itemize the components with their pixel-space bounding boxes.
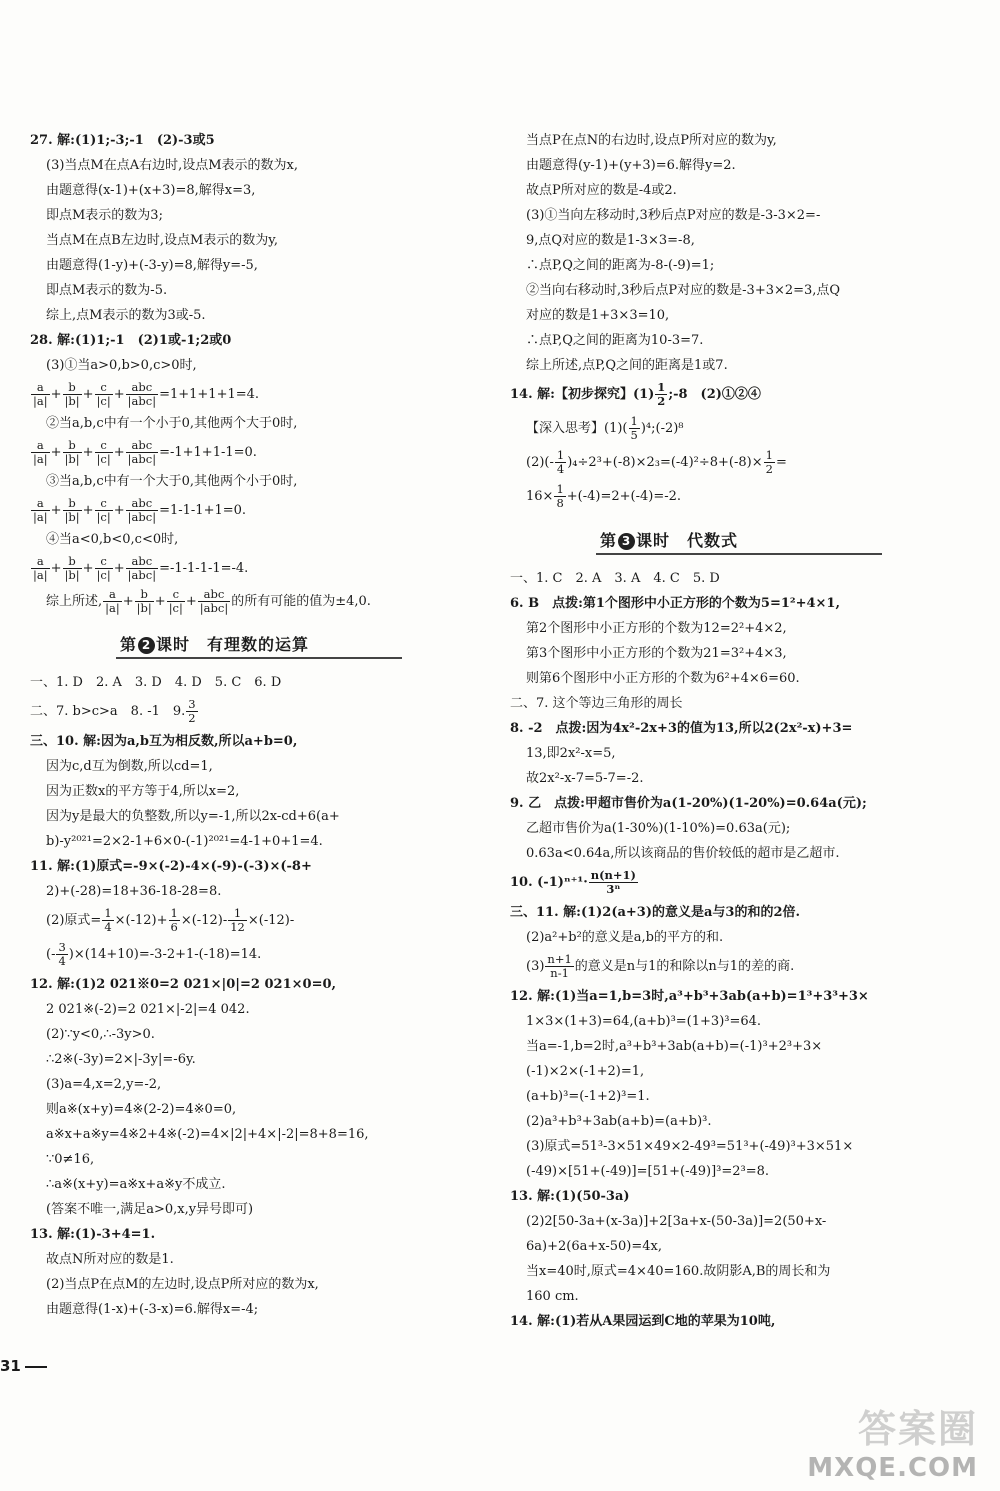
text-run: ×(-12)- (247, 913, 295, 928)
fraction-numerator: n+1 (547, 952, 572, 966)
text-line: 乙超市售价为a(1-30%)(1-10%)=0.63a(元); (526, 821, 791, 836)
text-line: 12. 解:(1)当a=1,b=3时,a³+b³+3ab(a+b)=1³+3³+3× (510, 989, 869, 1004)
text-line: 14. 解:(1)若从A果园运到C地的苹果为10吨, (510, 1314, 776, 1329)
fraction (63, 497, 82, 524)
text-line: (2)当点P在点M的左边时,设点P所对应的数为x, (46, 1277, 319, 1292)
heading-number-badge: 2 (138, 637, 155, 654)
fraction-denominator: 12 (230, 920, 245, 934)
text-line: b)-y²⁰²¹=2×2-1+6×0-(-1)²⁰²¹=4-1+0+1=4. (46, 834, 323, 849)
fraction-numerator: c (95, 555, 113, 569)
fraction-numerator: abc (198, 588, 230, 602)
text-run: (2)(- (526, 455, 554, 470)
plus-sign: + (50, 561, 62, 576)
plus-sign: + (122, 594, 134, 609)
watermark-logo: 答案圈 (857, 1407, 978, 1451)
text-line: 28. 解:(1)1;-1 (2)1或-1;2或0 (30, 333, 232, 348)
heading-suffix: 课时 代数式 (636, 531, 739, 550)
text-line: ④当a<0,b<0,c<0时, (46, 532, 179, 547)
fraction (56, 941, 67, 968)
text-line: 由题意得(x-1)+(x+3)=8,解得x=3, (46, 183, 256, 198)
right-column (510, 128, 962, 1334)
fraction-denominator: |a| (33, 510, 48, 524)
text-run: =-1-1-1-1=-4. (159, 561, 249, 576)
fraction (95, 555, 113, 582)
fraction (655, 381, 667, 408)
section-heading (510, 522, 962, 560)
text-line: 因为c,d互为倒数,所以cd=1, (46, 759, 213, 774)
heading-prefix: 第 (120, 635, 138, 654)
fraction-numerator: b (63, 439, 82, 453)
fraction (545, 953, 573, 980)
fraction-numerator: 1 (630, 414, 638, 428)
fraction-denominator: n-1 (550, 966, 569, 980)
fraction-numerator: b (135, 588, 154, 602)
fraction-denominator: |abc| (127, 510, 157, 524)
text-line: 由题意得(y-1)+(y+3)=6.解得y=2. (526, 158, 736, 173)
fraction-numerator: abc (126, 439, 158, 453)
text-line: 由题意得(1-x)+(-3-x)=6.解得x=-4; (46, 1302, 259, 1317)
formula-line (30, 436, 482, 469)
fraction (555, 449, 566, 476)
page-number-rule (25, 1366, 47, 1368)
text-line: 因为y是最大的负整数,所以y=-1,所以2x-cd+6(a+ (46, 809, 340, 824)
plus-sign: + (50, 387, 62, 402)
text-line: 160 cm. (526, 1289, 579, 1304)
text-run: 二、7. b>c>a 8. -1 9. (30, 704, 186, 719)
text-line: a※x+a※y=4※2+4※(-2)=4×|2|+4×|-2|=8+8=16, (46, 1127, 369, 1142)
fraction-numerator: abc (126, 381, 158, 395)
text-line: 因为正数x的平方等于4,所以x=2, (46, 784, 240, 799)
text-line: 当x=40时,原式=4×40=160.故阴影A,B的周长和为 (526, 1264, 831, 1279)
fraction (186, 698, 197, 725)
fraction-denominator: |c| (96, 510, 111, 524)
plus-sign: + (50, 503, 62, 518)
fraction-numerator: b (63, 497, 82, 511)
plus-sign: + (50, 445, 62, 460)
fraction-denominator: |c| (96, 394, 111, 408)
text-run: 综上所述, (46, 594, 103, 609)
text-line: 第3个图形中小正方形的个数为21=3²+4×3, (526, 646, 787, 661)
text-run: 14. 解:【初步探究】(1) (510, 387, 655, 402)
fraction (63, 555, 82, 582)
fraction-numerator: n(n+1) (590, 868, 636, 882)
fraction-denominator: |c| (168, 601, 183, 615)
fraction-numerator: abc (126, 497, 158, 511)
fraction (228, 907, 247, 934)
fraction (95, 439, 113, 466)
watermark (807, 1398, 978, 1483)
formula-line (30, 938, 482, 972)
text-line: ∴点P,Q之间的距离为-8-(-9)=1; (526, 258, 715, 273)
fraction-denominator: 2 (765, 462, 773, 476)
fraction (135, 588, 154, 615)
fraction-numerator: 3 (58, 940, 66, 954)
fraction-numerator: 1 (170, 906, 178, 920)
fraction-denominator: |c| (96, 568, 111, 582)
text-line: 三、10. 解:因为a,b互为相反数,所以a+b=0, (30, 734, 298, 749)
text-line: 11. 解:(1)原式=-9×(-2)-4×(-9)-(-3)×(-8+ (30, 859, 312, 874)
text-line: 2)+(-28)=18+36-18-28=8. (46, 884, 222, 899)
text-run: 10. (-1)ⁿ⁺¹· (510, 875, 588, 890)
text-line: ②当a,b,c中有一个小于0,其他两个大于0时, (46, 416, 298, 431)
text-line: 13. 解:(1)(50-3a) (510, 1189, 630, 1204)
fraction-numerator: b (63, 381, 82, 395)
text-line: (2)a³+b³+3ab(a+b)=(a+b)³. (526, 1114, 712, 1129)
fraction-numerator: c (95, 381, 113, 395)
text-line: 综上,点M表示的数为3或-5. (46, 308, 206, 323)
formula-line (30, 494, 482, 527)
text-run: (- (46, 947, 56, 962)
text-line: ∵0≠16, (46, 1152, 95, 1167)
fraction (95, 381, 113, 408)
fraction (31, 555, 50, 582)
fraction-numerator: 1 (765, 448, 773, 462)
fraction (63, 381, 82, 408)
text-run: +(-4)=2+(-4)=-2. (566, 489, 682, 504)
fraction-denominator: 5 (630, 428, 638, 442)
text-line: (答案不唯一,满足a>0,x,y异号即可) (46, 1202, 254, 1217)
text-line: 则第6个图形中小正方形的个数为6²+4×6=60. (526, 671, 800, 686)
text-line: (-1)×2×(-1+2)=1, (526, 1064, 645, 1079)
text-line: 对应的数是1+3×3=10, (526, 308, 670, 323)
plus-sign: + (82, 561, 94, 576)
text-line: (3)当点M在点A右边时,设点M表示的数为x, (46, 158, 299, 173)
text-line: ∴a※(x+y)=a※x+a※y不成立. (46, 1177, 226, 1192)
fraction (198, 588, 230, 615)
text-line: 三、11. 解:(1)2(a+3)的意义是a与3的和的2倍. (510, 905, 801, 920)
fraction (126, 497, 158, 524)
heading-prefix: 第 (600, 531, 618, 550)
text-run: )₄÷2³+(-8)×2₃=(-4)²÷8+(-8)× (567, 455, 763, 470)
heading-suffix: 课时 有理数的运算 (156, 635, 310, 654)
fraction-denominator: |abc| (127, 394, 157, 408)
fraction-denominator: |a| (33, 452, 48, 466)
fraction (167, 588, 185, 615)
heading-underline (116, 657, 402, 659)
fraction-numerator: abc (126, 555, 158, 569)
formula-line (510, 446, 962, 480)
fraction-numerator: a (31, 555, 50, 569)
formula-line (510, 378, 962, 412)
text-run: )×(14+10)=-3-2+1-(-18)=14. (68, 947, 262, 962)
text-line: (3)①当向左移动时,3秒后点P对应的数是-3-3×2=- (526, 208, 821, 223)
fraction-denominator: |b| (64, 568, 80, 582)
heading-number-badge: 3 (618, 533, 635, 550)
fraction-denominator: 4 (556, 462, 565, 476)
formula-line (30, 552, 482, 585)
fraction-denominator: |b| (64, 510, 80, 524)
fraction (126, 439, 158, 466)
text-line: 9. 乙 点拨:甲超市售价为a(1-20%)(1-20%)=0.64a(元); (510, 796, 867, 811)
fraction-numerator: b (63, 555, 82, 569)
text-run: 16× (526, 489, 554, 504)
watermark-url: MXQE.COM (807, 1453, 978, 1483)
fraction-numerator: 1 (104, 906, 112, 920)
fraction-denominator: 4 (58, 954, 66, 968)
text-line: 9,点Q对应的数是1-3×3=-8, (526, 233, 695, 248)
text-run: =-1+1+1-1=0. (159, 445, 257, 460)
fraction-denominator: 6 (170, 920, 178, 934)
text-line: 2 021※(-2)=2 021×|-2|=4 042. (46, 1002, 250, 1017)
fraction (126, 381, 158, 408)
text-line: 13. 解:(1)-3+4=1. (30, 1227, 156, 1242)
text-line: 由题意得(1-y)+(-3-y)=8,解得y=-5, (46, 258, 258, 273)
text-run: ;-8 (2)①②④ (668, 387, 761, 402)
text-line: 故点N所对应的数是1. (46, 1252, 174, 1267)
fraction-numerator: 1 (556, 482, 564, 496)
text-run: ×(-12)+ (114, 913, 168, 928)
text-line: 故点P所对应的数是-4或2. (526, 183, 677, 198)
fraction-denominator: |abc| (127, 452, 157, 466)
text-run: = (775, 455, 787, 470)
text-line: 故2x²-x-7=5-7=-2. (526, 771, 644, 786)
formula-line (30, 695, 482, 729)
fraction-denominator: |b| (64, 394, 80, 408)
fraction-denominator: |a| (105, 601, 120, 615)
fraction-numerator: a (103, 588, 122, 602)
text-run: 的所有可能的值为±4,0. (231, 594, 371, 609)
fraction-numerator: a (31, 381, 50, 395)
fraction-denominator: |abc| (127, 568, 157, 582)
fraction-numerator: 1 (228, 907, 247, 921)
text-line: 二、7. 这个等边三角形的周长 (510, 696, 683, 711)
fraction-numerator: 1 (556, 448, 565, 462)
fraction (95, 497, 113, 524)
section-heading-title (120, 632, 309, 655)
text-line: 即点M表示的数为3; (46, 208, 163, 223)
left-column (30, 128, 482, 1322)
fraction (169, 907, 180, 934)
text-line: 1×3×(1+3)=64,(a+b)³=(1+3)³=64. (526, 1014, 762, 1029)
text-run: (3) (526, 959, 545, 974)
fraction-denominator: 8 (556, 496, 564, 510)
section-heading (30, 626, 482, 664)
text-line: (2)2[50-3a+(x-3a)]+2[3a+x-(50-3a)]=2(50+x- (526, 1214, 827, 1229)
text-line: 第2个图形中小正方形的个数为12=2²+4×2, (526, 621, 787, 636)
text-line: ∴点P,Q之间的距离为10-3=7. (526, 333, 704, 348)
text-run: ×(-12)- (180, 913, 228, 928)
fraction (589, 869, 638, 896)
plus-sign: + (185, 594, 197, 609)
fraction-numerator: a (31, 439, 50, 453)
text-run: 的意义是n与1的和除以n与1的差的商. (574, 959, 795, 974)
plus-sign: + (82, 445, 94, 460)
fraction-denominator: 2 (657, 394, 666, 408)
fraction-denominator: |a| (33, 394, 48, 408)
formula-line (30, 904, 482, 938)
fraction-numerator: c (167, 588, 185, 602)
text-line: 12. 解:(1)2 021※0=2 021×|0|=2 021×0=0, (30, 977, 337, 992)
text-line: ②当向右移动时,3秒后点P对应的数是-3+3×2=3,点Q (526, 283, 841, 298)
text-line: 即点M表示的数为-5. (46, 283, 168, 298)
text-line: 当点P在点N的右边时,设点P所对应的数为y, (526, 133, 777, 148)
text-line: 6. B 点拨:第1个图形中小正方形的个数为5=1²+4×1, (510, 596, 841, 611)
text-line: ∴2※(-3y)=2×|-3y|=-6y. (46, 1052, 196, 1067)
text-line: 当a=-1,b=2时,a³+b³+3ab(a+b)=(-1)³+2³+3× (526, 1039, 823, 1054)
formula-line (510, 412, 962, 446)
text-line: (2)∵y<0,∴-3y>0. (46, 1027, 155, 1042)
fraction-numerator: a (31, 497, 50, 511)
text-line: (-49)×[51+(-49)]=[51+(-49)]³=2³=8. (526, 1164, 770, 1179)
fraction-numerator: 1 (657, 380, 666, 394)
fraction (103, 588, 122, 615)
heading-underline (596, 553, 882, 555)
text-line: (3)a=4,x=2,y=-2, (46, 1077, 162, 1092)
text-line: ③当a,b,c中有一个大于0,其他两个小于0时, (46, 474, 298, 489)
text-line: 一、1. D 2. A 3. D 4. D 5. C 6. D (30, 675, 282, 690)
plus-sign: + (113, 445, 125, 460)
fraction (126, 555, 158, 582)
text-run: 【深入思考】(1)( (526, 421, 628, 436)
text-line: (a+b)³=(-1+2)³=1. (526, 1089, 650, 1104)
text-run: =1-1-1+1=0. (159, 503, 247, 518)
plus-sign: + (113, 503, 125, 518)
fraction-denominator: |abc| (199, 601, 229, 615)
fraction-numerator: 3 (188, 697, 196, 711)
text-line: (3)原式=51³-3×51×49×2-49³=51³+(-49)³+3×51× (526, 1139, 854, 1154)
text-line: 27. 解:(1)1;-3;-1 (2)-3或5 (30, 133, 215, 148)
fraction (31, 497, 50, 524)
fraction (554, 483, 565, 510)
fraction-denominator: |c| (96, 452, 111, 466)
text-run: (2)原式= (46, 913, 102, 928)
fraction (31, 439, 50, 466)
fraction-denominator: 4 (104, 920, 112, 934)
text-line: 综上所述,点P,Q之间的距离是1或7. (526, 358, 728, 373)
section-heading-title (600, 528, 738, 551)
plus-sign: + (113, 561, 125, 576)
text-run: )⁴;(-2)⁸ (640, 421, 684, 436)
text-line: (2)a²+b²的意义是a,b的平方的和. (526, 930, 724, 945)
plus-sign: + (82, 503, 94, 518)
formula-line (510, 480, 962, 514)
formula-line (30, 585, 482, 618)
text-line: 当点M在点B左边时,设点M表示的数为y, (46, 233, 279, 248)
fraction (31, 381, 50, 408)
plus-sign: + (154, 594, 166, 609)
text-run: =1+1+1+1=4. (159, 387, 260, 402)
text-line: (3)①当a>0,b>0,c>0时, (46, 358, 197, 373)
text-line: 则a※(x+y)=4※(2-2)=4※0=0, (46, 1102, 237, 1117)
fraction-denominator: |a| (33, 568, 48, 582)
fraction-numerator: c (95, 439, 113, 453)
fraction-denominator: 3ⁿ (606, 882, 621, 896)
text-line: 一、1. C 2. A 3. A 4. C 5. D (510, 571, 720, 586)
fraction-denominator: |b| (64, 452, 80, 466)
plus-sign: + (82, 387, 94, 402)
plus-sign: + (113, 387, 125, 402)
formula-line (30, 378, 482, 411)
page-number: 31 (0, 1357, 47, 1375)
fraction-denominator: |b| (136, 601, 152, 615)
fraction (63, 439, 82, 466)
fraction-numerator: c (95, 497, 113, 511)
text-line: 0.63a<0.64a,所以该商品的售价较低的超市是乙超市. (526, 846, 840, 861)
fraction (102, 907, 113, 934)
fraction (764, 449, 775, 476)
text-line: 8. -2 点拨:因为4x²-2x+3的值为13,所以2(2x²-x)+3= (510, 721, 853, 736)
text-line: 13,即2x²-x=5, (526, 746, 616, 761)
text-line: 6a)+2(6a+x-50)=4x, (526, 1239, 662, 1254)
fraction (629, 415, 640, 442)
formula-line (510, 866, 962, 900)
formula-line (510, 950, 962, 984)
fraction-denominator: 2 (188, 711, 196, 725)
